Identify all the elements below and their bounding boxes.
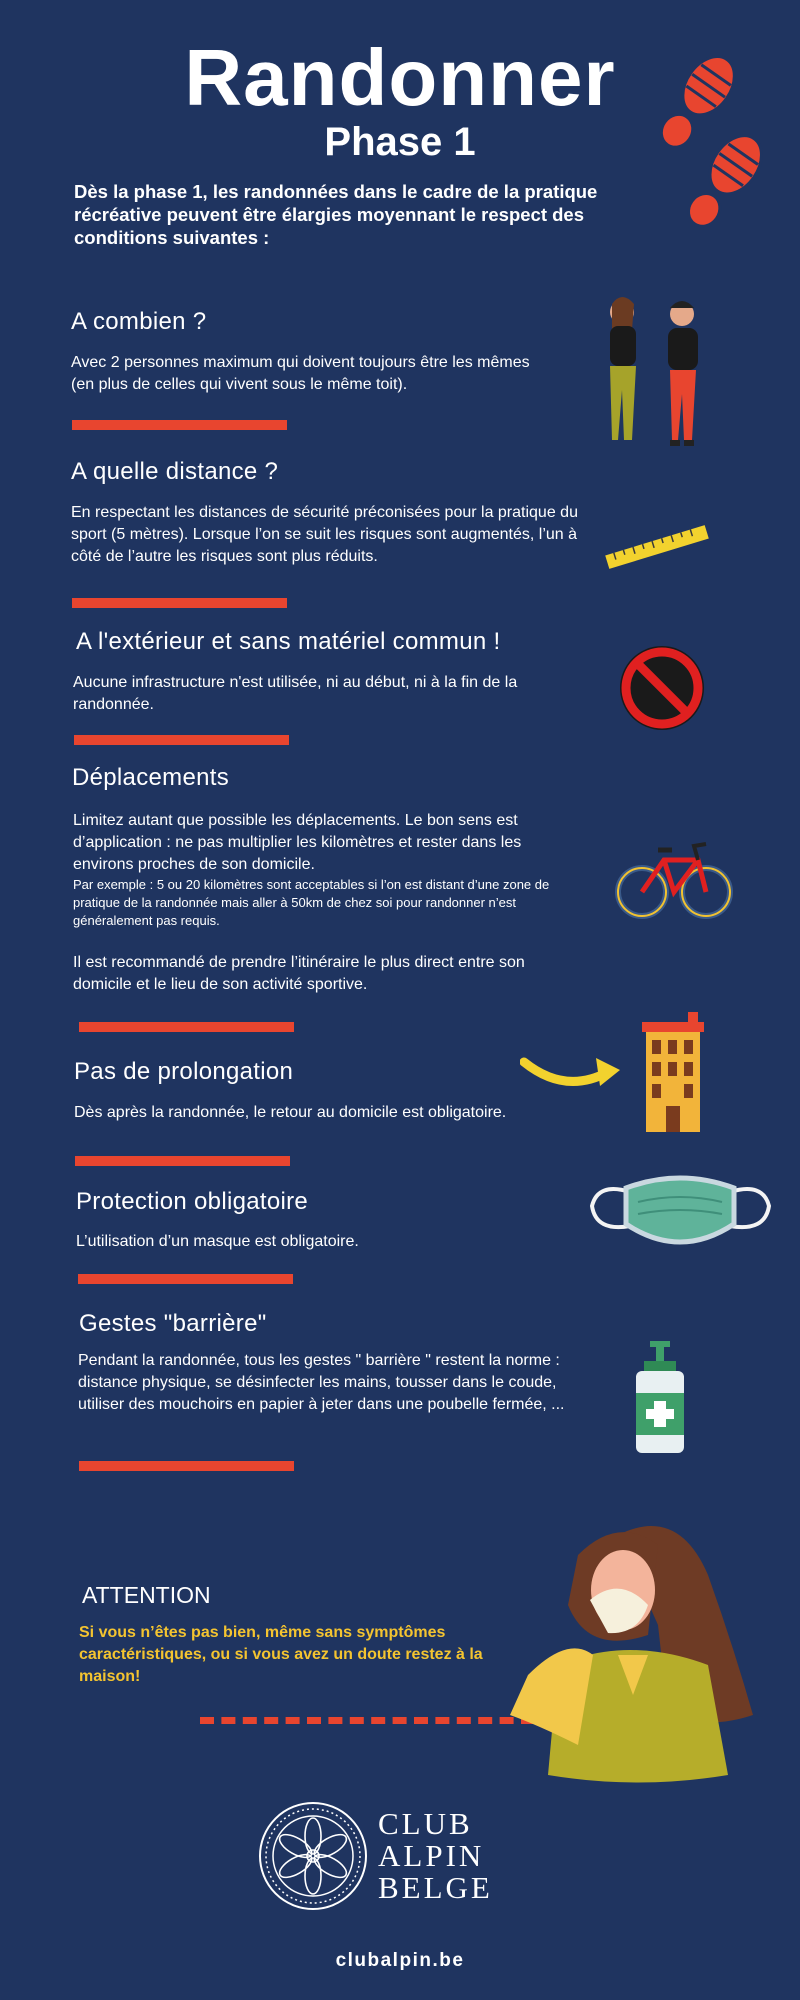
section-text-deplacements: Limitez autant que possible les déplacements. Le bon sens est d’application : ne pas multiplier les kilomètres et rester dans les environs proches de son domicile. xyxy=(73,812,522,873)
hikers-couple-icon xyxy=(582,290,722,470)
face-mask-icon xyxy=(588,1170,773,1250)
section-heading-protection: Protection obligatoire xyxy=(76,1188,309,1215)
footprints-icon xyxy=(645,38,775,238)
section-divider xyxy=(72,420,287,430)
page-subtitle: Phase 1 xyxy=(324,120,476,164)
logo-line-belge: BELGE xyxy=(378,1870,493,1905)
logo-line-alpin: ALPIN xyxy=(378,1838,485,1873)
logo-line-club: CLUB xyxy=(378,1806,473,1841)
section-text-gestes: Pendant la randonnée, tous les gestes " barrière " restent la norme : distance physique, se désinfecter les mains, tousser dans le coude, utiliser des mouchoirs en papier à jeter dans une poubelle fermée, ... xyxy=(78,1352,565,1413)
section-heading-gestes: Gestes "barrière" xyxy=(79,1310,267,1337)
attention-divider xyxy=(200,1717,535,1724)
section-heading-combien: A combien ? xyxy=(71,308,207,335)
section-text-exterieur: Aucune infrastructure n'est utilisée, ni au début, ni à la fin de la randonnée. xyxy=(73,674,518,713)
measuring-tape-icon xyxy=(602,522,712,572)
section-divider xyxy=(74,735,289,745)
bicycle-icon xyxy=(614,832,734,922)
attention-text: Si vous n’êtes pas bien, même sans symptômes caractéristiques, ou si vous avez un doute restez à la maison! xyxy=(79,1624,483,1685)
section-text-deplacements-example: Par exemple : 5 ou 20 kilomètres sont acceptables si l’on est distant d’une zone de pratique de la randonnée mais aller à 50km de chez soi pour randonner n’est généralement pas requis. xyxy=(73,877,550,928)
section-text-prolongation: Dès après la randonnée, le retour au domicile est obligatoire. xyxy=(74,1104,507,1121)
section-heading-prolongation: Pas de prolongation xyxy=(74,1058,294,1085)
sneezing-woman-icon xyxy=(508,1515,778,1795)
section-heading-deplacements: Déplacements xyxy=(72,764,230,791)
section-divider xyxy=(79,1022,294,1032)
intro-text: Dès la phase 1, les randonnées dans le cadre de la pratique récréative peuvent être élargies moyennant le respect des conditions suivantes : xyxy=(74,181,598,248)
section-heading-distance: A quelle distance ? xyxy=(71,458,279,485)
club-name-logo xyxy=(378,1808,493,1904)
website-link[interactable]: clubalpin.be xyxy=(335,1950,465,1971)
section-text-distance: En respectant les distances de sécurité préconisées pour la pratique du sport (5 mètres). Lorsque l’on se suit les risques sont augmentés, l’un à côté de l’autre les risques sont plus réduits. xyxy=(71,504,578,565)
section-text-deplacements-itineraire: Il est recommandé de prendre l’itinéraire le plus direct entre son domicile et le lieu de son activité sportive. xyxy=(73,954,525,993)
arrow-icon xyxy=(520,1050,625,1095)
attention-title: ATTENTION xyxy=(82,1582,211,1608)
page-title: Randonner xyxy=(184,33,616,122)
section-divider xyxy=(72,598,287,608)
section-divider xyxy=(79,1461,294,1471)
prohibited-icon xyxy=(616,642,708,734)
home-building-icon xyxy=(638,1010,708,1135)
section-text-combien: Avec 2 personnes maximum qui doivent toujours être les mêmes (en plus de celles qui vivent sous le même toit). xyxy=(71,354,530,393)
section-heading-exterieur: A l'extérieur et sans matériel commun ! xyxy=(76,628,501,655)
section-divider xyxy=(78,1274,293,1284)
club-alpin-logo-icon xyxy=(257,1800,369,1912)
section-divider xyxy=(75,1156,290,1166)
section-text-protection: L’utilisation d’un masque est obligatoire. xyxy=(76,1233,359,1250)
hand-sanitizer-icon xyxy=(630,1335,686,1455)
